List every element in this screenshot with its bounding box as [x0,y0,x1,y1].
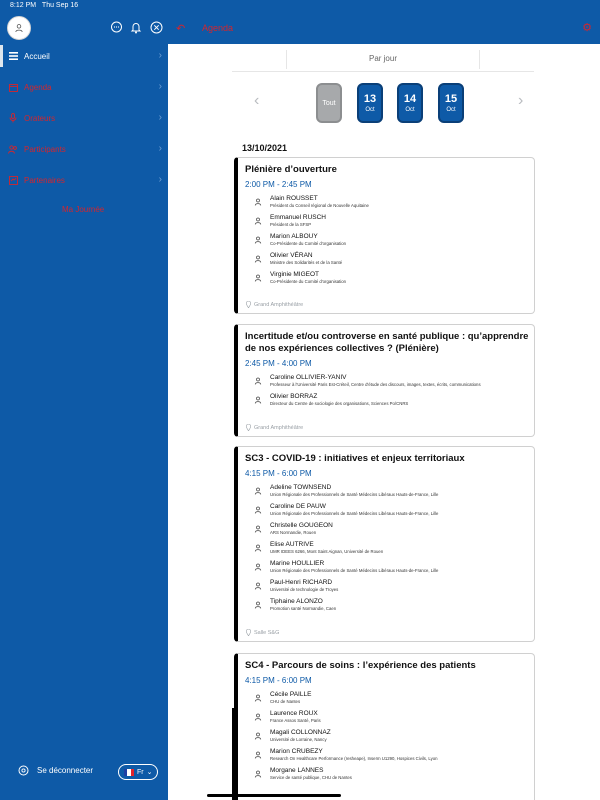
day-button-15[interactable] [438,83,464,123]
speaker-affiliation: Union Régionale des Professionnels de Santé Médecins Libéraux Hauts-de-France, Lille [270,492,439,497]
session-title: Plénière d’ouverture [245,164,337,175]
sidebar-item-orateurs[interactable] [0,107,168,129]
day-number: 14 [403,93,417,105]
room-label: Salle S&G [254,629,280,636]
day-month: Oct [446,107,456,113]
speaker-affiliation: Université de Lorraine, Nancy [270,737,327,742]
location-pin-icon [246,629,251,636]
speaker-name: Morgane LANNES [270,767,324,774]
language-value: Fr [137,768,144,776]
speaker-row[interactable] [238,560,534,579]
session-card[interactable] [234,157,535,314]
speaker-affiliation: Co-Présidente du Comité d'organisation [270,279,347,284]
person-icon [254,751,262,759]
day-number: 15 [444,93,458,105]
speaker-affiliation: Union Régionale des Professionnels de Santé Médecins Libéraux Hauts-de-France, Lille [270,568,439,573]
person-icon [254,582,262,590]
bell-icon[interactable] [129,20,143,34]
speaker-affiliation: Promotion santé Normandie, Caen [270,606,337,611]
speaker-name: Tiphaine ALONZO [270,598,323,605]
speaker-row[interactable] [238,522,534,541]
speaker-name: Elise AUTRIVE [270,541,314,548]
room-label: Grand Amphithéâtre [254,424,304,431]
speaker-row[interactable] [238,374,534,393]
speaker-name: Virginie MIGEOT [270,271,320,278]
chevron-down-icon: ⌄ [146,769,153,776]
session-room [246,424,303,431]
sidebar-item-label: Accueil [24,51,50,61]
chevron-right-icon: › [158,112,162,123]
logout-button[interactable] [18,765,93,776]
header [168,0,600,44]
person-icon [254,396,262,404]
speaker-row[interactable] [238,484,534,503]
chevron-right-icon[interactable]: › [518,92,524,109]
speaker-affiliation: Co-Présidente du Comité d'organisation [270,241,347,246]
person-icon [254,713,262,721]
speaker-affiliation: Service de santé publique, CHU de Nantes [270,775,352,780]
person-icon [14,23,24,33]
speaker-row[interactable] [238,233,534,252]
session-time: 4:15 PM - 6:00 PM [245,469,312,478]
speaker-name: Cécile PAILLE [270,691,312,698]
person-icon [254,236,262,244]
speaker-affiliation: Research On Healthcare Performance (resheape), Inserm U1290, Hospices Civils, Lyon [270,756,438,761]
speaker-row[interactable] [238,393,534,412]
speaker-name: Marine HOULLIER [270,560,325,567]
session-time: 2:45 PM - 4:00 PM [245,359,312,368]
avatar[interactable] [7,16,31,40]
person-icon [254,487,262,495]
day-number: 13 [363,93,377,105]
people-icon [8,144,18,154]
speaker-row[interactable] [238,748,534,767]
logout-label: Se déconnecter [37,766,94,775]
speaker-affiliation: Union Régionale des Professionnels de Santé Médecins Libéraux Hauts-de-France, Lille [270,511,439,516]
back-icon[interactable]: ↶ [176,23,186,35]
calendar-icon [8,82,18,92]
status-date: Thu Sep 16 [41,2,79,9]
speaker-row[interactable] [238,503,534,522]
speaker-row[interactable] [238,691,534,710]
sidebar-item-participants[interactable] [0,138,168,160]
person-icon [254,506,262,514]
person-icon [254,544,262,552]
person-icon [254,563,262,571]
day-month: Oct [365,107,375,113]
session-card[interactable] [234,653,535,800]
power-icon [18,765,29,776]
language-select[interactable] [118,764,158,780]
person-icon [254,732,262,740]
speaker-name: Emmanuel RUSCH [270,214,326,221]
day-button-all[interactable] [316,83,342,123]
speaker-name: Caroline DE PAUW [270,503,326,510]
handshake-icon [8,175,18,185]
speaker-name: Laurence ROUX [270,710,318,717]
speaker-row[interactable] [238,252,534,271]
speaker-affiliation: CHU de Nantes [270,699,301,704]
menu-icon [8,51,18,61]
session-room [246,301,303,308]
sidebar-item-accueil[interactable] [0,45,168,67]
person-icon [254,274,262,282]
date-heading: 13/10/2021 [242,143,288,153]
speaker-name: Paul-Henri RICHARD [270,579,333,586]
speaker-affiliation: Président de la SFSP [270,222,312,227]
day-button-13[interactable] [357,83,383,123]
speaker-row[interactable] [238,710,534,729]
page-title: Agenda [202,23,234,33]
speaker-row[interactable] [238,541,534,560]
session-title: SC3 - COVID-19 : initiatives et enjeux territoriaux [245,453,465,464]
speaker-name: Olivier VÉRAN [270,252,313,259]
session-card[interactable] [234,324,535,437]
speaker-affiliation: Université de technologie de Troyes [270,587,339,592]
speaker-row[interactable] [238,271,534,290]
day-month: Oct [405,107,415,113]
status-time: 8:12 PM [10,2,37,9]
speaker-row[interactable] [238,729,534,748]
french-flag-icon [124,769,134,776]
sidebar-item-ma-journee[interactable]: Ma Journée [62,205,105,214]
person-icon [254,694,262,702]
sidebar-item-label: Participants [24,144,66,154]
day-button-14[interactable] [397,83,423,123]
speaker-affiliation: France Assos Santé, Paris [270,718,321,723]
chevron-right-icon: › [158,174,162,185]
session-room [246,629,279,636]
speaker-row[interactable] [238,579,534,598]
chevron-right-icon: › [158,81,162,92]
speaker-row[interactable] [238,598,534,617]
person-icon [254,255,262,263]
day-mode-tab[interactable]: Par jour [232,48,534,72]
scroll-marker [232,708,236,800]
speaker-row[interactable] [238,767,534,786]
sidebar-item-label: Orateurs [24,113,56,123]
sidebar-item-partenaires[interactable] [0,169,168,191]
chat-icon[interactable] [109,20,123,34]
person-icon [254,601,262,609]
speaker-name: Caroline OLLIVIER-YANIV [270,374,347,381]
settings-icon[interactable]: ⚙ [582,22,592,34]
speaker-name: Olivier BORRAZ [270,393,318,400]
speaker-name: Christelle GOUGEON [270,522,333,529]
room-label: Grand Amphithéâtre [254,301,304,308]
speaker-affiliation: Directeur du Centre de sociologie des organisations, Sciences Po/CNRS [270,401,409,406]
speaker-affiliation: Professeur à l'Université Paris Est-Créteil, Centre d'étude des discours, images, textes, écrits, communications [270,382,481,387]
session-time: 4:15 PM - 6:00 PM [245,676,312,685]
speaker-name: Marion CRUBEZY [270,748,323,755]
session-title: Incertitude et/ou controverse en santé publique : qu’apprendre de nos expériences collectives ? (Plénière) [245,331,529,354]
session-card[interactable] [234,446,535,642]
sidebar [0,0,168,800]
speaker-name: Magali COLLONNAZ [270,729,331,736]
location-pin-icon [246,301,251,308]
speaker-name: Alain ROUSSET [270,195,318,202]
person-icon [254,198,262,206]
chevron-left-icon[interactable]: ‹ [254,92,260,109]
speaker-name: Adeline TOWNSEND [270,484,332,491]
chevron-right-icon: › [158,50,162,61]
close-icon[interactable] [149,20,163,34]
home-indicator[interactable] [207,794,341,797]
speaker-row[interactable] [238,214,534,233]
person-icon [254,217,262,225]
chevron-right-icon: › [158,143,162,154]
location-pin-icon [246,424,251,431]
sidebar-item-label: Agenda [24,82,52,92]
speaker-name: Marion ALBOUY [270,233,318,240]
day-all-label: Tout [322,99,336,107]
speaker-affiliation: Ministre des Solidarités et de la Santé [270,260,343,265]
session-time: 2:00 PM - 2:45 PM [245,180,312,189]
sidebar-item-label: Partenaires [24,175,65,185]
speaker-affiliation: ARS Normandie, Rouen [270,530,317,535]
speaker-row[interactable] [238,195,534,214]
person-icon [254,377,262,385]
speaker-affiliation: UMR IDEES 6266, Mont Saint Aignan, Université de Rouen [270,549,384,554]
speaker-affiliation: Président du Conseil régional de Nouvelle Aquitaine [270,203,369,208]
session-title: SC4 - Parcours de soins : l’expérience des patients [245,660,476,671]
person-icon [254,525,262,533]
sidebar-item-agenda[interactable] [0,76,168,98]
person-icon [254,770,262,778]
microphone-icon [8,113,18,123]
